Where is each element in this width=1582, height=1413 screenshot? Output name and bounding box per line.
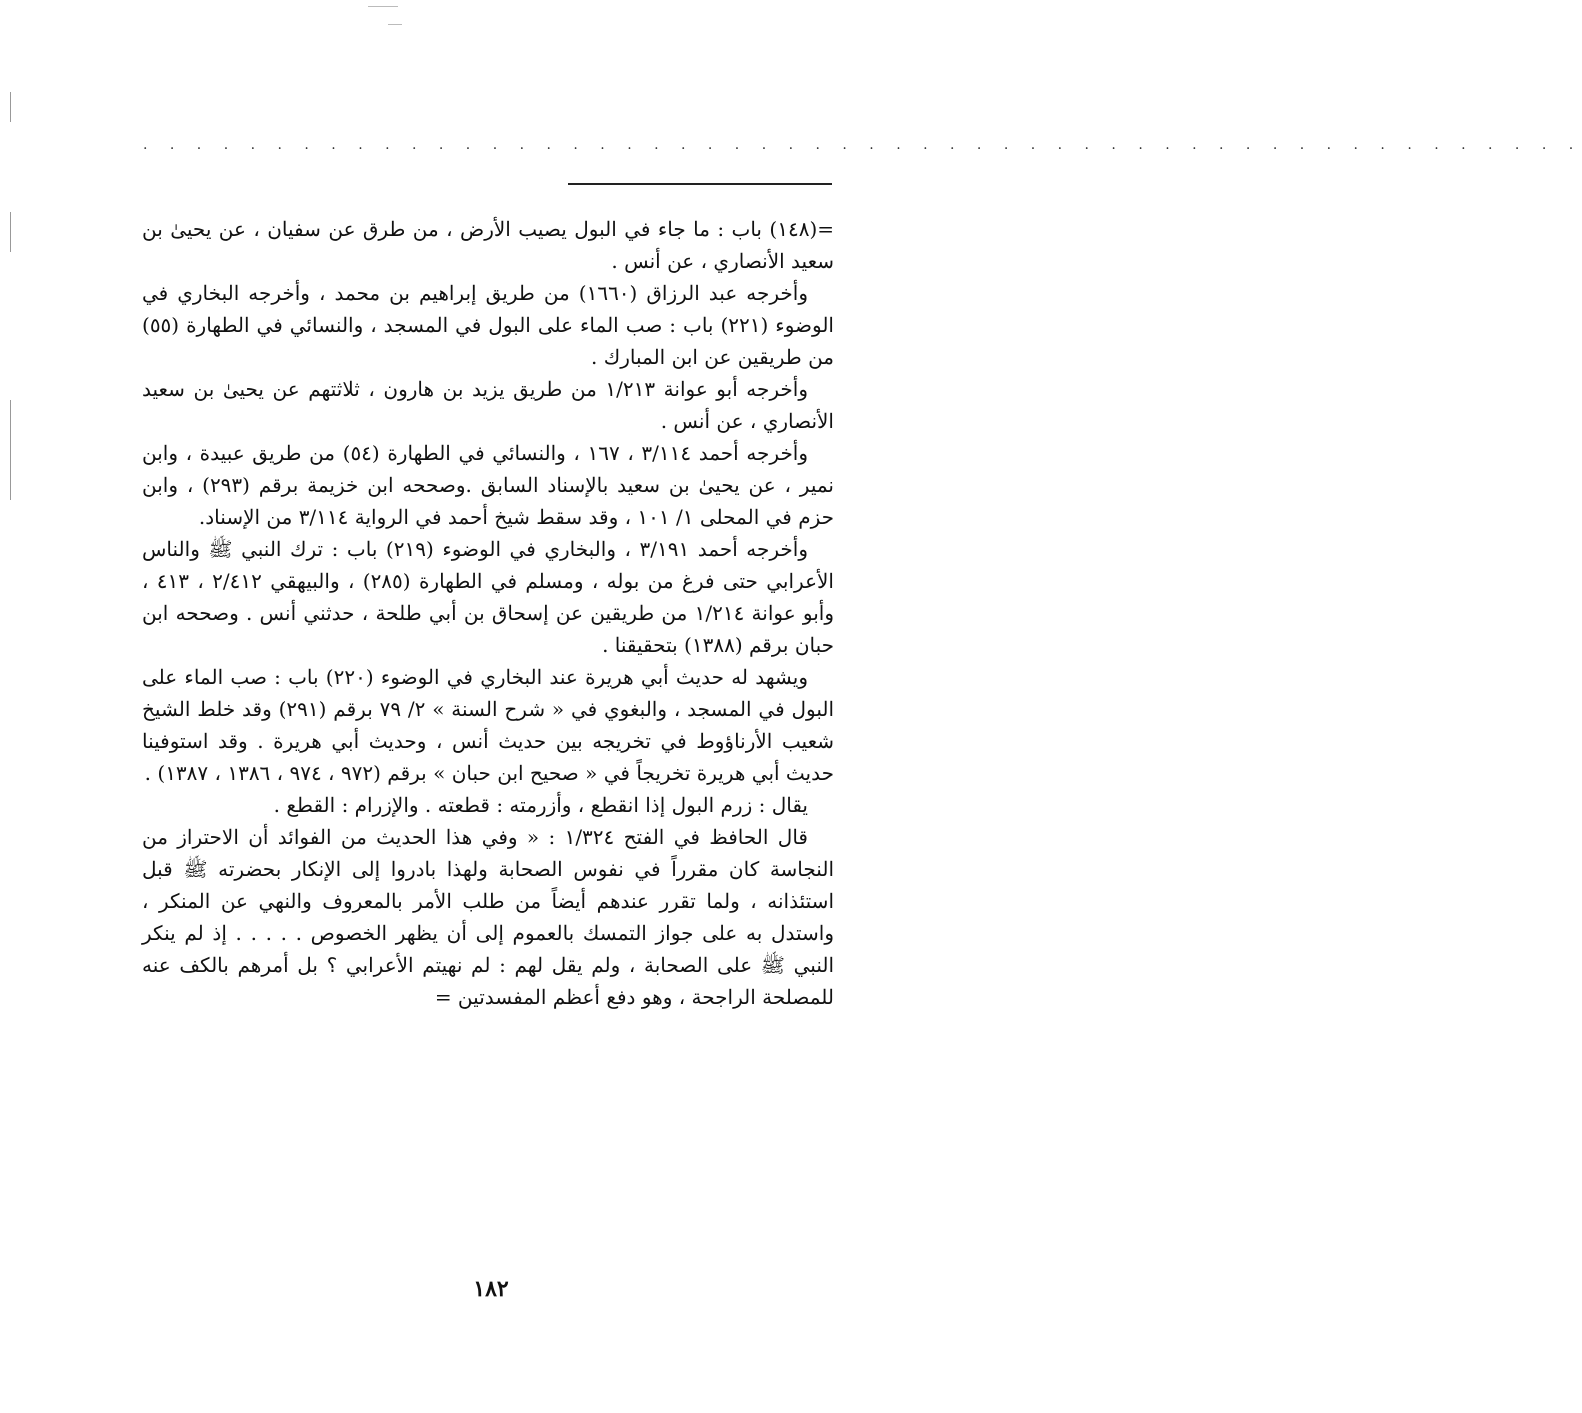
page-number: ١٨٢ — [473, 1276, 509, 1302]
scan-mark — [388, 24, 402, 25]
footnote-paragraph: وأخرجه أبو عوانة ١/٢١٣ من طريق يزيد بن هارون ، ثلاثتهم عن يحيىٰ بن سعيد الأنصاري ، عن أنس . — [142, 377, 834, 433]
footnote-paragraph: وأخرجه أحمد ٣/١١٤ ، ١٦٧ ، والنسائي في الطهارة (٥٤) من طريق عبيدة ، وابن نمير ، عن يحيىٰ بن سعيد بالإسناد السابق .وصححه ابن خزيمة برقم (٢٩٣) ، وابن حزم في المحلى ١/ ١٠١ ، وقد سقط شيخ أحمد في الرواية ٣/١١٤ من الإسناد. — [142, 441, 834, 529]
scan-margin-line — [10, 92, 11, 122]
scan-margin-line — [10, 400, 11, 500]
footnote-paragraph: يقال : زرم البول إذا انقطع ، وأزرمته : قطعته . والإزرام : القطع . — [273, 793, 808, 817]
footnote-text — [142, 213, 834, 1013]
scan-mark — [368, 6, 398, 7]
scan-margin-line — [10, 212, 11, 252]
footnote-separator — [568, 183, 832, 185]
dot-leader: . . . . . . . . . . . . . . . . . . . . . . . . . . . . . . . . . . . . . . . . . . . . . . . . . . . . . . — [143, 137, 1582, 153]
footnote-paragraph: ويشهد له حديث أبي هريرة عند البخاري في الوضوء (٢٢٠) باب : صب الماء على البول في المسجد ، والبغوي في « شرح السنة » ٢/ ٧٩ برقم (٢٩١) وقد خلط الشيخ شعيب الأرناؤوط في تخريجه بين حديث أنس ، وحديث أبي هريرة . وقد استوفينا حديث أبي هريرة تخريجاً في « صحيح ابن حبان » برقم (٩٧٢ ، ٩٧٤ ، ١٣٨٦ ، ١٣٨٧) . — [142, 665, 835, 785]
footnote-paragraph: وأخرجه عبد الرزاق (١٦٦٠) من طريق إبراهيم بن محمد ، وأخرجه البخاري في الوضوء (٢٢١) باب : صب الماء على البول في المسجد ، والنسائي في الطهارة (٥٥) من طريقين عن ابن المبارك . — [142, 281, 834, 369]
footnote-paragraph: قال الحافظ في الفتح ١/٣٢٤ : « وفي هذا الحديث من الفوائد أن الاحتراز من النجاسة كان مقرراً في نفوس الصحابة ولهذا بادروا إلى الإنكار بحضرته ﷺ قبل استئذانه ، ولما تقرر عندهم أيضاً من طلب الأمر بالمعروف والنهي عن المنكر ، واستدل به على جواز التمسك بالعموم إلى أن يظهر الخصوص . . . . . إذ لم ينكر النبي ﷺ على الصحابة ، ولم يقل لهم : لم نهيتم الأعرابي ؟ بل أمرهم بالكف عنه للمصلحة الراجحة ، وهو دفع أعظم المفسدتين = — [142, 825, 834, 1009]
footnote-paragraph: وأخرجه أحمد ٣/١٩١ ، والبخاري في الوضوء (٢١٩) باب : ترك النبي ﷺ والناس الأعرابي حتى فرغ من بوله ، ومسلم في الطهارة (٢٨٥) ، والبيهقي ٢/٤١٢ ، ٤١٣ ، وأبو عوانة ١/٢١٤ من طريقين عن إسحاق بن أبي طلحة ، حدثني أنس . وصححه ابن حبان برقم (١٣٨٨) بتحقيقنا . — [142, 537, 835, 657]
footnote-paragraph: =(١٤٨) باب : ما جاء في البول يصيب الأرض ، من طرق عن سفيان ، عن يحيىٰ بن سعيد الأنصاري ، عن أنس . — [142, 217, 834, 273]
